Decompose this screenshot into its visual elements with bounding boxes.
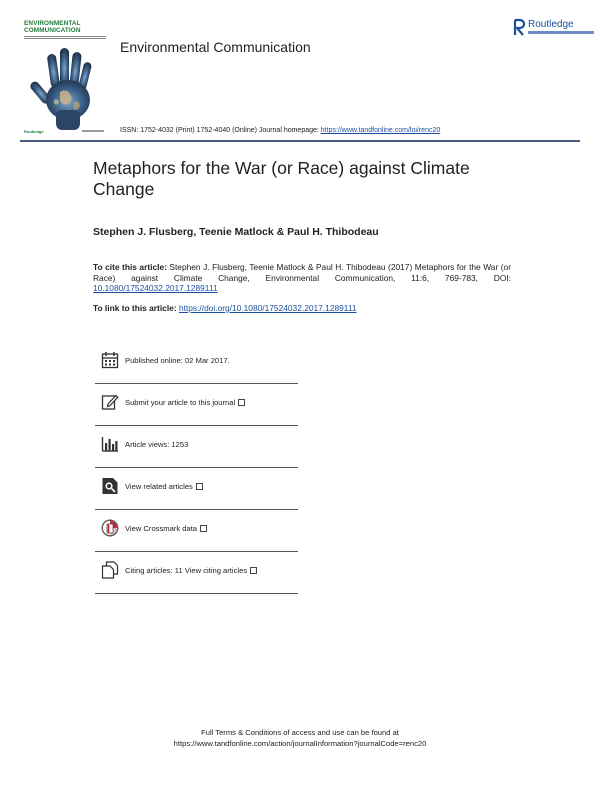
citing-articles-text: Citing articles: 11 View citing articles bbox=[125, 566, 248, 575]
article-actions-list bbox=[95, 342, 298, 594]
cover-title bbox=[24, 20, 106, 34]
cite-label: To cite this article: bbox=[93, 262, 170, 272]
earth-hand-icon bbox=[30, 44, 102, 132]
calendar-icon bbox=[101, 351, 119, 369]
journal-homepage-link[interactable]: https://www.tandfonline.com/loi/renc20 bbox=[320, 127, 441, 134]
cover-title-line1: ENVIRONMENTAL bbox=[24, 20, 81, 27]
citing-articles-item[interactable] bbox=[95, 552, 298, 594]
external-link-icon bbox=[250, 567, 257, 574]
doi-link[interactable]: 10.1080/17524032.2017.1289111 bbox=[93, 283, 218, 293]
crossmark-item[interactable] bbox=[95, 510, 298, 552]
citation-block bbox=[93, 262, 511, 294]
citing-articles-label[interactable] bbox=[125, 566, 257, 575]
published-online-label: Published online: 02 Mar 2017. bbox=[125, 356, 230, 365]
issn-text: ISSN: 1752-4032 (Print) 1752-4040 (Online) Journal homepage: bbox=[120, 127, 321, 134]
article-views-item bbox=[95, 426, 298, 468]
submit-article-item[interactable] bbox=[95, 384, 298, 426]
page-footer bbox=[0, 727, 600, 749]
related-articles-label[interactable] bbox=[125, 482, 203, 491]
link-label: To link to this article: bbox=[93, 303, 179, 313]
cover-publisher-label: Routledge bbox=[24, 129, 44, 134]
issn-line bbox=[120, 127, 440, 134]
article-title: Metaphors for the War (or Race) against Climate Change bbox=[93, 158, 470, 199]
article-link-line bbox=[93, 303, 357, 313]
external-link-icon bbox=[238, 399, 245, 406]
related-articles-item[interactable] bbox=[95, 468, 298, 510]
search-document-icon bbox=[101, 477, 119, 495]
cover-foot-line bbox=[82, 130, 104, 132]
cite-text: Stephen J. Flusberg, Teenie Matlock & Paul H. Thibodeau (2017) Metaphors for the War (or Race) against Climate Change, Environmental Communication, 11:6, 769-783, DOI: bbox=[93, 262, 511, 283]
crossmark-icon bbox=[101, 519, 119, 537]
external-link-icon bbox=[200, 525, 207, 532]
external-link-icon bbox=[196, 483, 203, 490]
cover-title-line2: COMMUNICATION bbox=[24, 27, 81, 35]
journal-cover bbox=[24, 20, 106, 135]
documents-icon bbox=[101, 561, 119, 579]
article-url-link[interactable]: https://doi.org/10.1080/17524032.2017.1289111 bbox=[178, 303, 357, 313]
footer-terms-url[interactable]: https://www.tandfonline.com/action/journalInformation?journalCode=renc20 bbox=[173, 739, 427, 748]
crossmark-label[interactable] bbox=[125, 524, 207, 533]
publisher-tagline-line bbox=[528, 31, 594, 34]
footer-terms-text: Full Terms & Conditions of access and use can be found at bbox=[201, 728, 399, 737]
routledge-logo-icon bbox=[513, 18, 526, 36]
pencil-icon bbox=[101, 393, 119, 411]
journal-name: Environmental Communication bbox=[120, 39, 311, 55]
published-online-item bbox=[95, 342, 298, 384]
related-articles-text: View related articles bbox=[125, 482, 193, 491]
crossmark-text: View Crossmark data bbox=[125, 524, 198, 533]
bar-chart-icon bbox=[101, 435, 119, 453]
header-divider bbox=[20, 140, 580, 142]
article-views-label: Article views: 1253 bbox=[125, 440, 189, 449]
submit-article-text: Submit your article to this journal bbox=[125, 398, 236, 407]
submit-article-label[interactable] bbox=[125, 398, 245, 407]
cover-subtitle-lines bbox=[24, 36, 106, 42]
article-authors: Stephen J. Flusberg, Teenie Matlock & Paul H. Thibodeau bbox=[93, 226, 379, 238]
publisher-name: Routledge bbox=[528, 19, 574, 30]
